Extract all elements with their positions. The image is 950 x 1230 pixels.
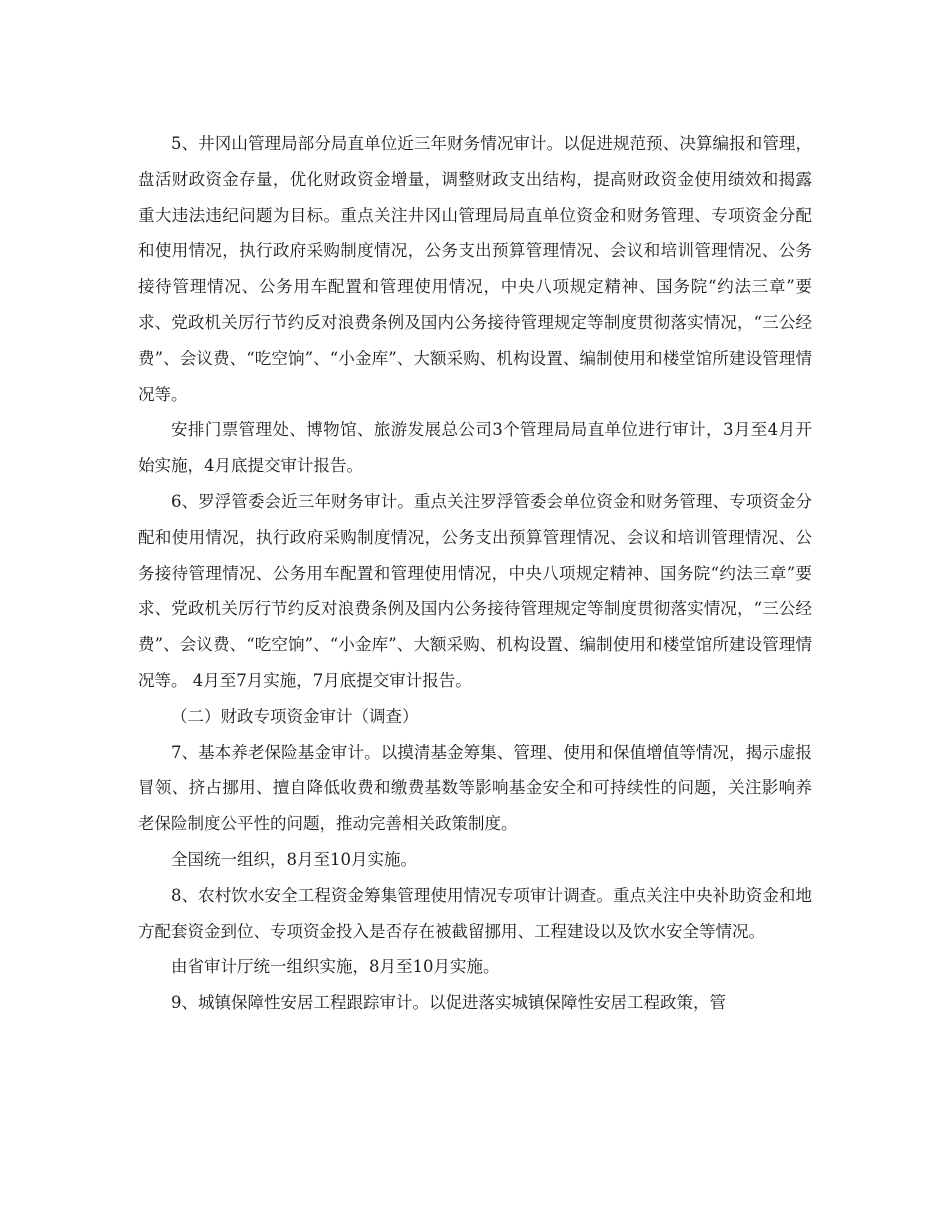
paragraph-audit-jinggangshan: 5、井冈山管理局部分局直单位近三年财务情况审计。以促进规范预、决算编报和管理，盘活财政资金存量，优化财政资金增量，调整财政支出结构，提高财政资金使用绩效和揭露重大违法违纪问题为目标。重点关注井冈山管理局局直单位资金和财务管理、专项资金分配和使用情况，执行政府采购制度情况，公务支出预算管理情况、会议和培训管理情况、公务接待管理情况、公务用车配置和管理使用情况，中央八项规定精神、国务院“约法三章”要求、党政机关厉行节约反对浪费条例及国内公务接待管理规定等制度贯彻落实情况，“三公经费”、会议费、“吃空饷”、“小金库”、大额采购、机构设置、编制使用和楼堂馆所建设管理情况等。 [138,134,812,404]
paragraph-audit-pension-fund: 7、基本养老保险基金审计。以摸清基金筹集、管理、使用和保值增值等情况，揭示虚报冒领、挤占挪用、擅自降低收费和缴费基数等影响基金安全和可持续性的问题，关注影响养老保险制度公平性的问题，推动完善相关政策制度。 [138,742,812,834]
paragraph-audit-urban-housing: 9、城镇保障性安居工程跟踪审计。以促进落实城镇保障性安居工程政策，管 [171,993,726,1013]
document-body [138,126,812,1021]
section-heading-special-funds: （二）财政专项资金审计（调查） [171,706,419,726]
paragraph-rural-water-schedule: 由省审计厅统一组织实施，8月至10月实施。 [171,957,500,977]
paragraph-pension-schedule: 全国统一组织，8月至10月实施。 [171,849,417,869]
paragraph-jinggangshan-schedule: 安排门票管理处、博物馆、旅游发展总公司3个管理局局直单位进行审计，3月至4月开始实施，4月底提交审计报告。 [138,420,812,476]
paragraph-audit-luofu: 6、罗浮管委会近三年财务审计。重点关注罗浮管委会单位资金和财务管理、专项资金分配和使用情况，执行政府采购制度情况，公务支出预算管理情况、会议和培训管理情况、公务接待管理情况、公务用车配置和管理使用情况，中央八项规定精神、国务院“约法三章”要求、党政机关厉行节约反对浪费条例及国内公务接待管理规定等制度贯彻落实情况，“三公经费”、会议费、“吃空饷”、“小金库”、大额采购、机构设置、编制使用和楼堂馆所建设管理情况等。 4月至7月实施，7月底提交审计报告。 [138,491,812,690]
paragraph-audit-rural-water: 8、农村饮水安全工程资金筹集管理使用情况专项审计调查。重点关注中央补助资金和地方配套资金到位、专项资金投入是否存在被截留挪用、工程建设以及饮水安全等情况。 [138,885,812,941]
